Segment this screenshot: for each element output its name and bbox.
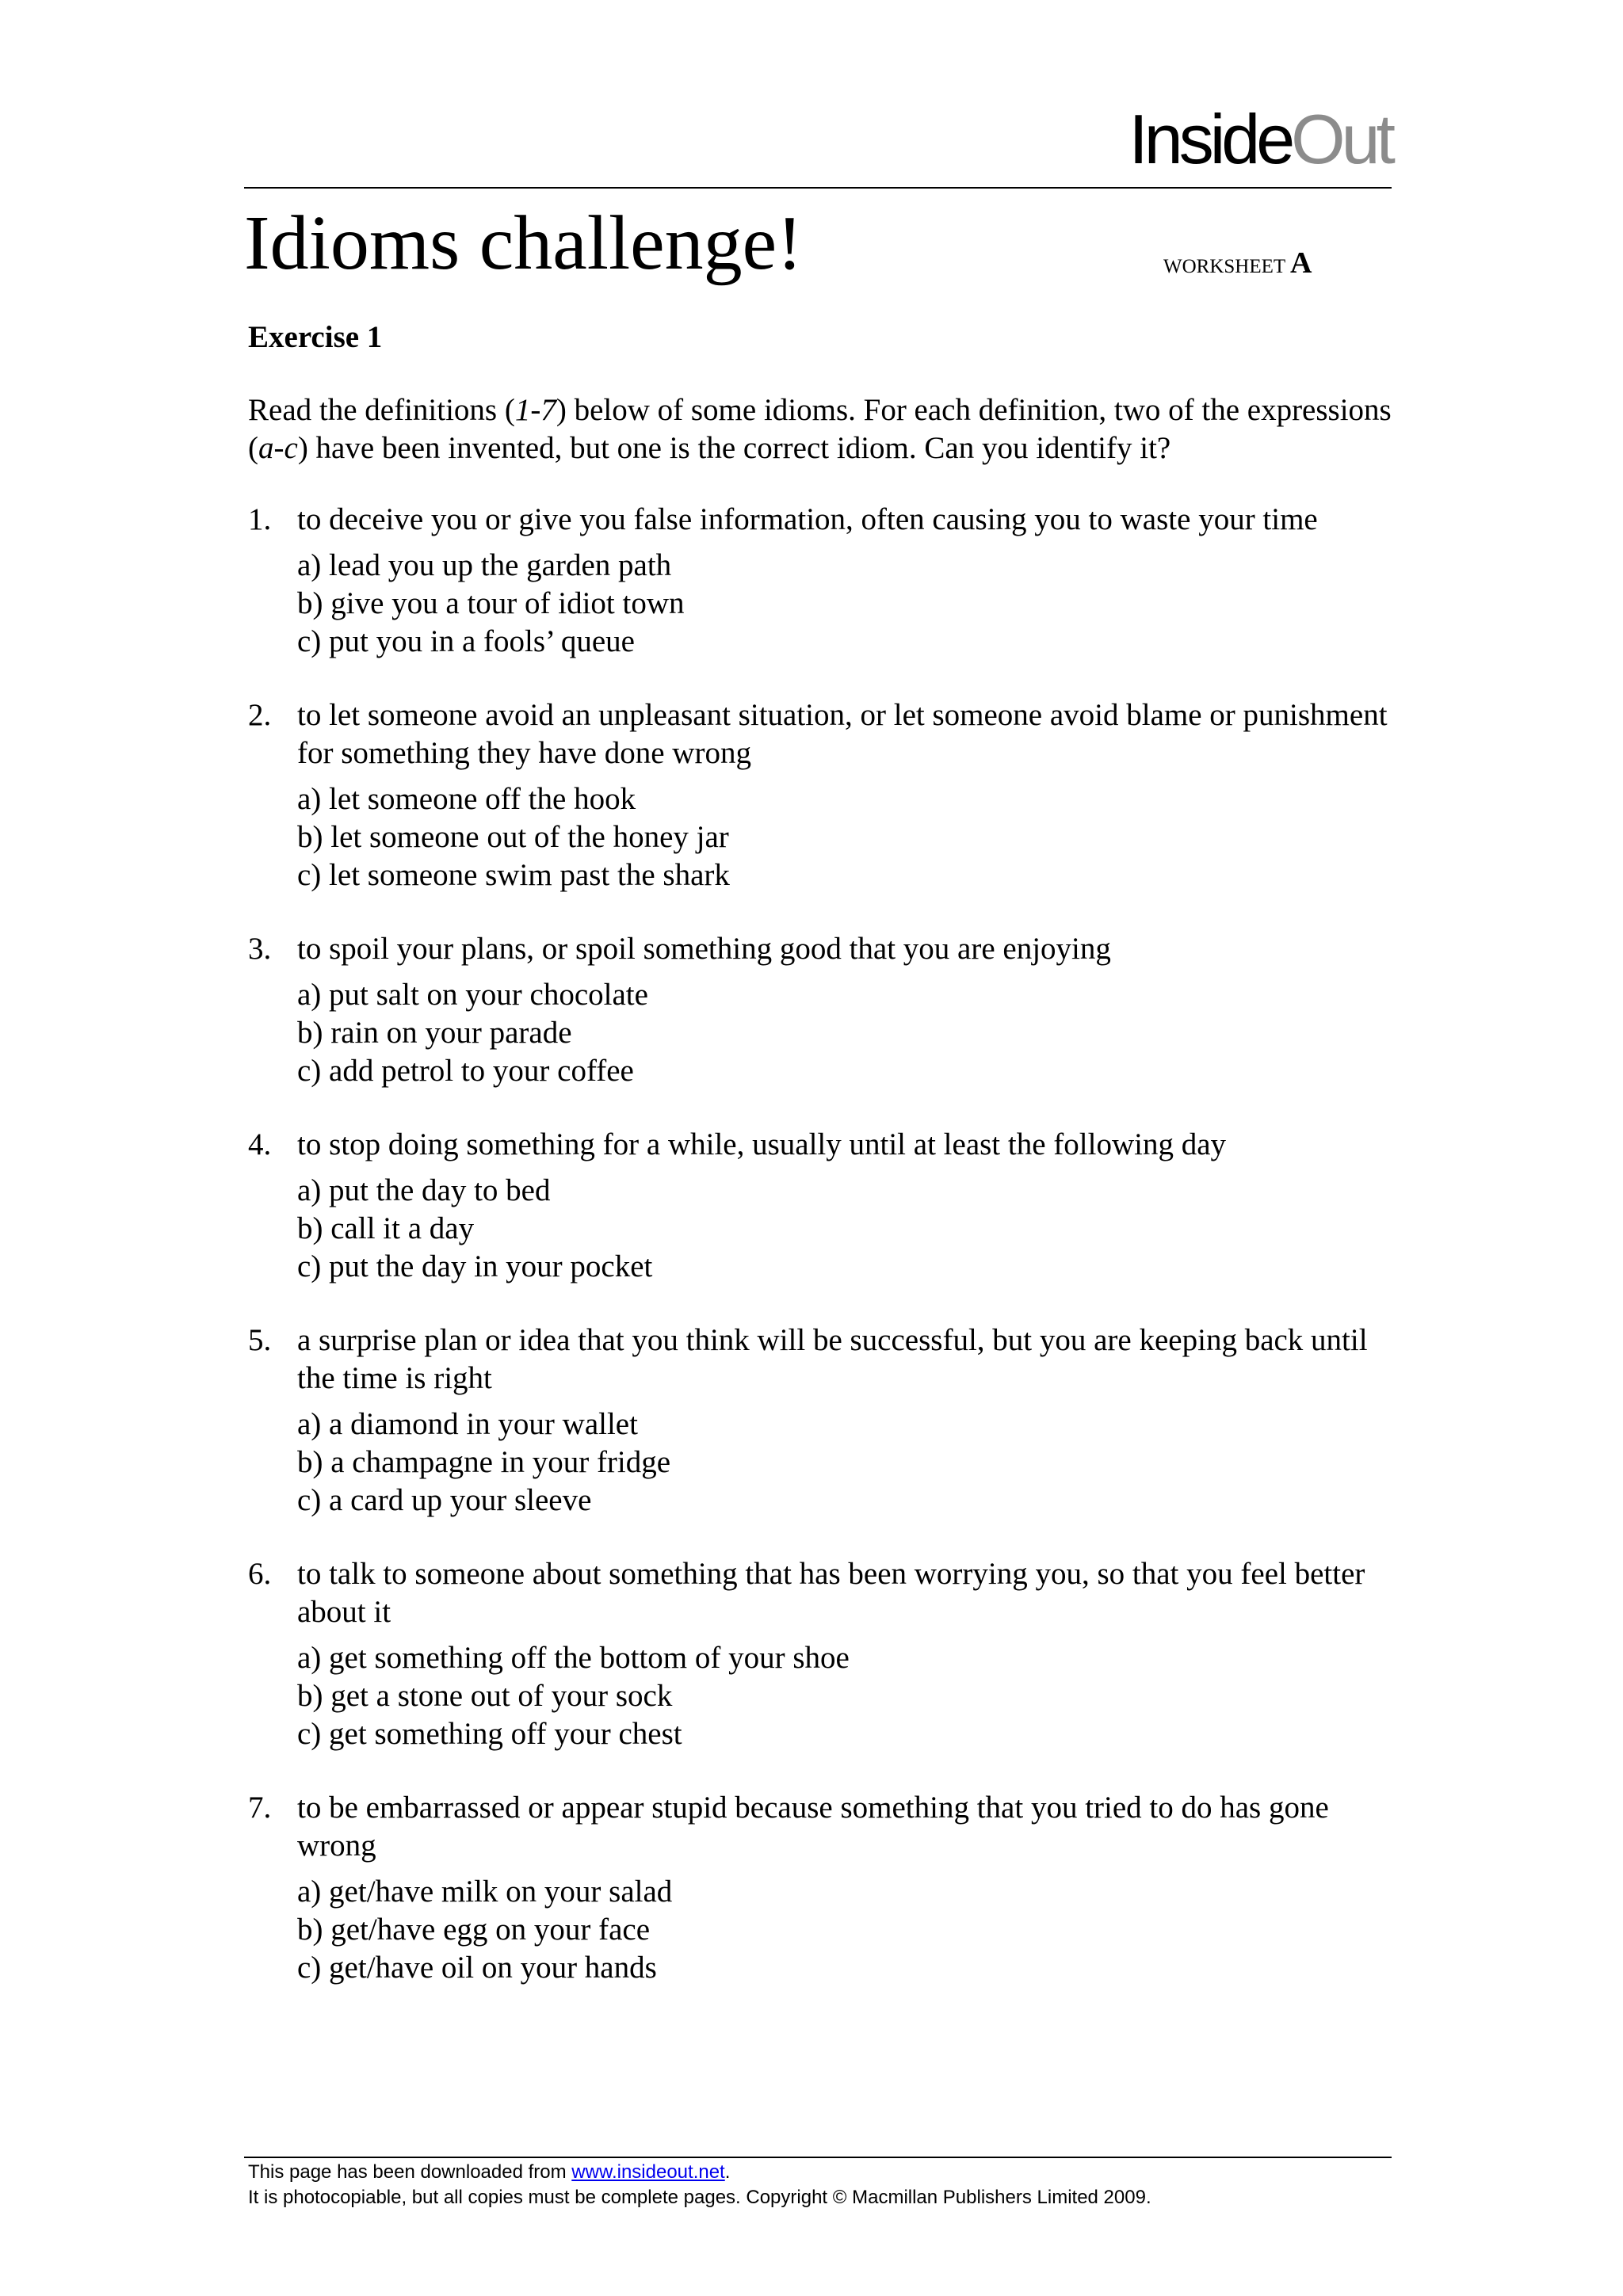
answer-option: c) put the day in your pocket: [297, 1249, 653, 1283]
footer-line-1: [248, 2160, 1151, 2185]
answer-option: b) call it a day: [297, 1211, 475, 1245]
answer-option: a) put salt on your chocolate: [297, 978, 648, 1012]
footer-period: .: [724, 2161, 731, 2183]
footer-download-text: This page has been downloaded from: [248, 2161, 572, 2183]
question-body: [297, 501, 1397, 661]
answer-option: a) get/have milk on your salad: [297, 1875, 673, 1909]
question-definition: to talk to someone about something that has been worrying you, so that you feel better about it: [297, 1557, 1365, 1629]
question-body: [297, 1322, 1397, 1520]
question-definition: to deceive you or give you false information, often causing you to waste your time: [297, 502, 1318, 536]
question-definition: a surprise plan or idea that you think will be successful, but you are keeping back until the time is right: [297, 1323, 1368, 1395]
answer-option: c) get something off your chest: [297, 1717, 682, 1751]
question-item: [248, 1322, 1397, 1520]
question-item: [248, 1126, 1397, 1286]
question-item: [248, 930, 1397, 1090]
answer-option: b) let someone out of the honey jar: [297, 820, 729, 854]
question-item: [248, 696, 1397, 894]
answer-option: c) let someone swim past the shark: [297, 858, 730, 892]
question-item: [248, 1789, 1397, 1987]
answer-option: b) give you a tour of idiot town: [297, 586, 685, 620]
exercise-instructions: [248, 391, 1397, 467]
answer-option: c) add petrol to your coffee: [297, 1054, 634, 1088]
exercise-section: [248, 318, 1397, 2023]
question-body: [297, 1555, 1397, 1753]
answer-option: a) let someone off the hook: [297, 782, 636, 816]
question-definition: to spoil your plans, or spoil something good that you are enjoying: [297, 932, 1111, 966]
question-number: 7.: [248, 1791, 272, 1825]
question-body: [297, 1789, 1397, 1987]
question-number: 1.: [248, 502, 272, 536]
answer-option: b) get a stone out of your sock: [297, 1679, 673, 1713]
answer-option: a) put the day to bed: [297, 1173, 551, 1207]
question-number: 6.: [248, 1557, 272, 1591]
worksheet-label-text: WORKSHEET: [1163, 256, 1285, 277]
instructions-text-3: ) have been invented, but one is the correct idiom. Can you identify it?: [297, 431, 1171, 465]
answer-option: c) get/have oil on your hands: [297, 1951, 657, 1985]
question-body: [297, 930, 1397, 1090]
instructions-range-letters: a-c: [258, 431, 298, 465]
question-item: [248, 1555, 1397, 1753]
exercise-heading: Exercise 1: [248, 320, 383, 354]
question-number: 5.: [248, 1323, 272, 1357]
page-footer: [248, 2160, 1151, 2210]
brand-logo-out: Out: [1291, 100, 1392, 178]
answer-option: a) a diamond in your wallet: [297, 1407, 638, 1441]
instructions-text-1: Read the definitions (: [248, 393, 515, 427]
worksheet-letter: A: [1289, 246, 1312, 280]
brand-logo-inside: Inside: [1128, 100, 1292, 178]
question-number: 4.: [248, 1127, 272, 1161]
question-definition: to stop doing something for a while, usually until at least the following day: [297, 1127, 1226, 1161]
footer-copyright: It is photocopiable, but all copies must be complete pages. Copyright © Macmillan Publishers Limited 2009.: [248, 2187, 1151, 2208]
instructions-text-2: ) below of some idioms. For each definition, two of the expressions (: [248, 393, 1392, 465]
footer-divider: [244, 2157, 1392, 2158]
answer-option: c) a card up your sleeve: [297, 1483, 592, 1517]
question-definition: to be embarrassed or appear stupid because something that you tried to do has gone wrong: [297, 1791, 1329, 1863]
question-body: [297, 1126, 1397, 1286]
question-number: 2.: [248, 698, 272, 732]
brand-logo: [1128, 100, 1392, 178]
answer-option: b) get/have egg on your face: [297, 1913, 651, 1947]
answer-option: b) rain on your parade: [297, 1016, 572, 1050]
worksheet-label: [1163, 246, 1312, 280]
header-divider: [244, 187, 1392, 189]
question-number: 3.: [248, 932, 272, 966]
answer-option: c) put you in a fools’ queue: [297, 624, 635, 658]
question-definition: to let someone avoid an unpleasant situation, or let someone avoid blame or punishment for something they have done wrong: [297, 698, 1388, 770]
instructions-range-numbers: 1-7: [514, 393, 556, 427]
question-body: [297, 696, 1397, 894]
question-item: [248, 501, 1397, 661]
website-link[interactable]: www.insideout.net: [571, 2161, 725, 2183]
answer-option: a) lead you up the garden path: [297, 548, 672, 582]
page-title: Idioms challenge!: [244, 200, 803, 286]
answer-option: a) get something off the bottom of your shoe: [297, 1641, 850, 1675]
answer-option: b) a champagne in your fridge: [297, 1445, 671, 1479]
